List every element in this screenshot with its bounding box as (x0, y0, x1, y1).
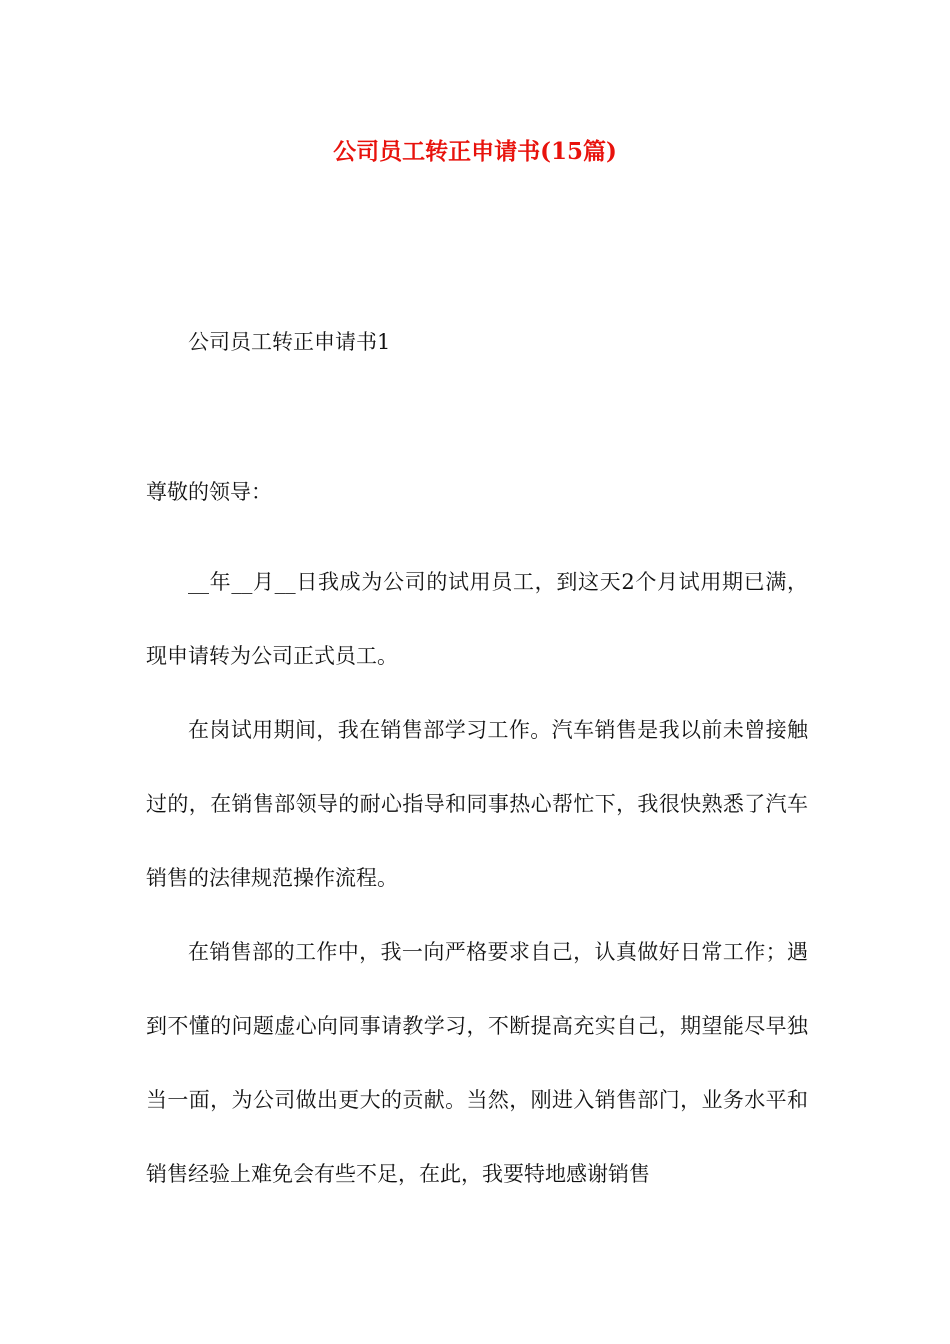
paragraph: __年__月__日我成为公司的试用员工，到这天2个月试用期已满，现申请转为公司正式员工。 (146, 570, 808, 668)
document-body (146, 545, 808, 1211)
document-title: 公司员工转正申请书(15篇) (333, 138, 617, 165)
paragraph: 在销售部的工作中，我一向严格要求自己，认真做好日常工作；遇到不懂的问题虚心向同事请教学习，不断提高充实自己，期望能尽早独当一面，为公司做出更大的贡献。当然，刚进入销售部门，业务水平和销售经验上难免会有些不足，在此，我要特地感谢销售 (146, 940, 808, 1186)
salutation: 尊敬的领导： (146, 480, 272, 504)
section-heading: 公司员工转正申请书1 (188, 330, 391, 354)
paragraph: 在岗试用期间，我在销售部学习工作。汽车销售是我以前未曾接触过的，在销售部领导的耐心指导和同事热心帮忙下，我很快熟悉了汽车销售的法律规范操作流程。 (146, 718, 808, 890)
